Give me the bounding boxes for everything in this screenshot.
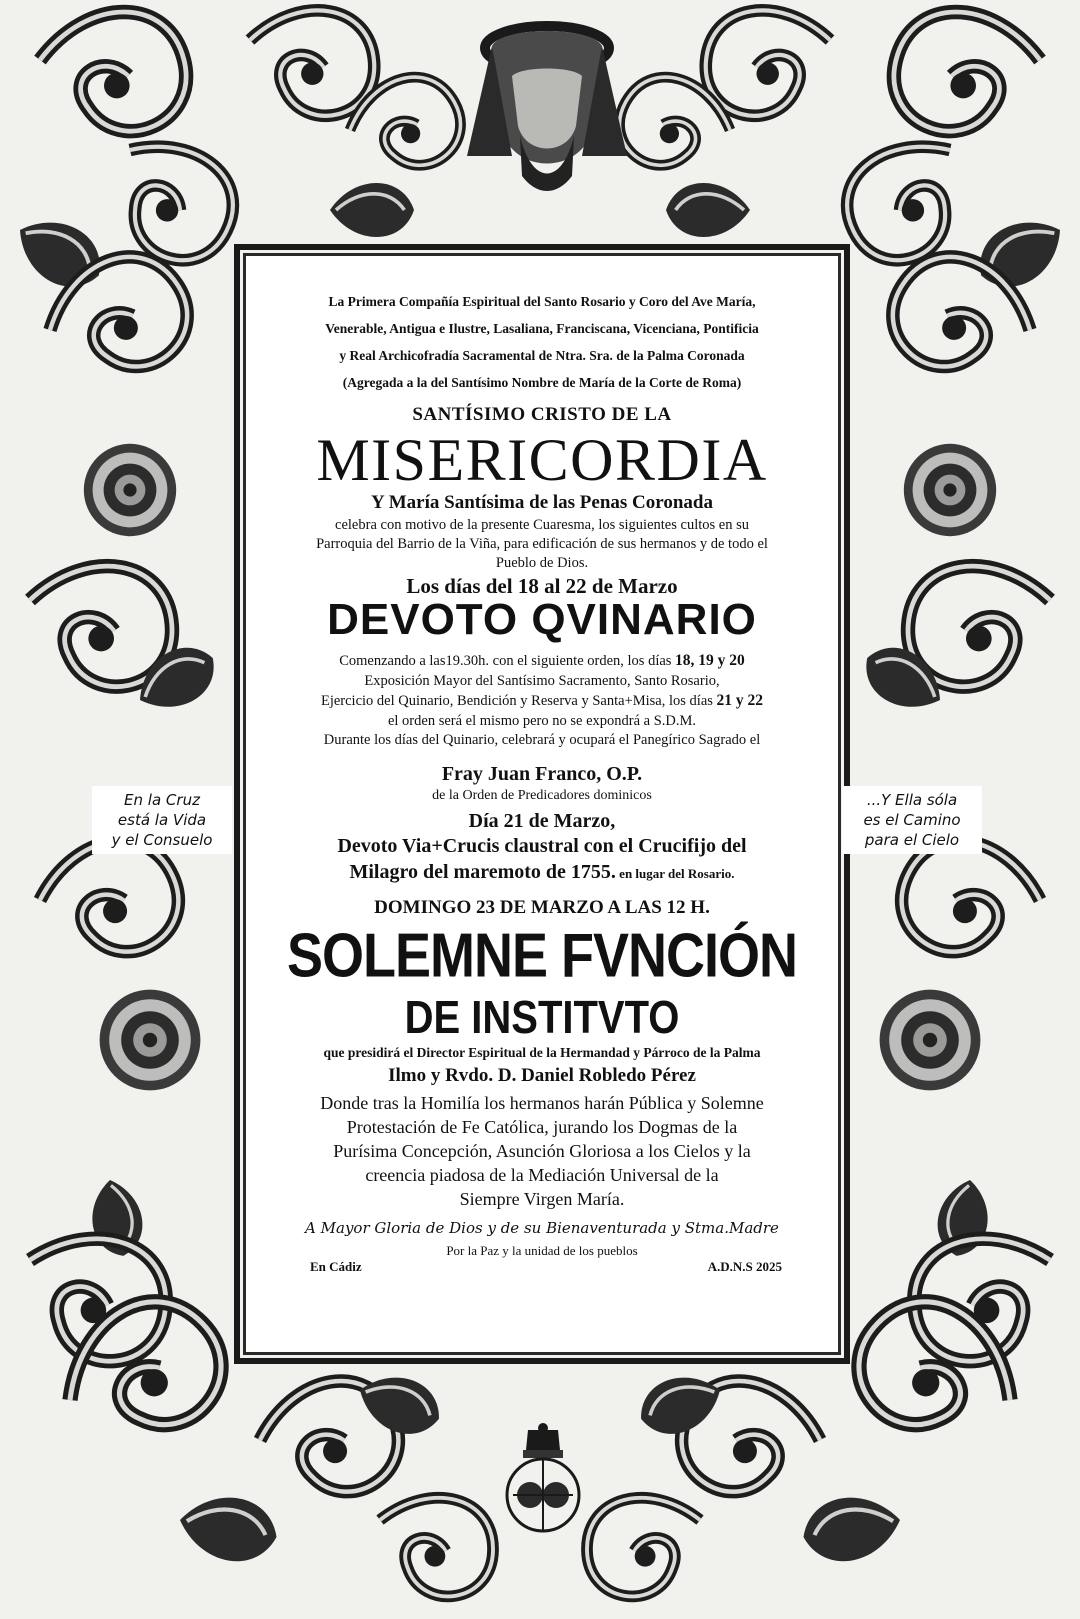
schedule-text: Ejercicio del Quinario, Bendición y Reserva y Santa+Misa, los días: [320, 693, 717, 709]
side-quote-left: [92, 786, 232, 854]
viacrucis-text-main: Milagro del maremoto de 1755.: [349, 860, 616, 883]
celebra-line: celebra con motivo de la presente Cuaresma, los siguientes cultos en su: [335, 517, 749, 533]
schedule-days: 18, 19 y 20: [675, 652, 745, 669]
presider-name: Ilmo y Rvdo. D. Daniel Robledo Pérez: [388, 1064, 696, 1086]
side-quote-line: y el Consuelo: [111, 831, 213, 849]
viacrucis-line: [262, 859, 822, 887]
preacher-name: Fray Juan Franco, O.P.: [441, 762, 643, 785]
viacrucis-text: [262, 833, 822, 887]
preacher-order: de la Orden de Predicadores dominicos: [432, 787, 652, 803]
side-quote-line: está la Vida: [117, 811, 207, 829]
celebra-line: Pueblo de Dios.: [495, 555, 589, 571]
schedule-line: Exposición Mayor del Santísimo Sacramento, Santo Rosario,: [364, 672, 720, 689]
funcion-heading: SOLEMNE FVNCIÓN: [286, 921, 798, 990]
side-quote-line: En la Cruz: [124, 791, 200, 809]
side-quote-line: es el Camino: [863, 811, 961, 829]
footer: [262, 1243, 822, 1283]
side-quote-line: ...Y Ella sóla: [866, 791, 958, 809]
notice-content: [262, 288, 822, 1283]
side-quote-right: [842, 786, 982, 854]
brotherhood-crest-icon: [498, 1420, 588, 1540]
christ-image: [462, 6, 632, 196]
schedule-text: Comenzando a las19.30h. con el siguiente orden, los días: [339, 653, 676, 669]
quinario-schedule: [262, 651, 822, 751]
protestation-line: Purísima Concepción, Asunción Gloriosa a los Cielos y la: [333, 1140, 751, 1161]
funcion-date: DOMINGO 23 DE MARZO A LAS 12 H.: [374, 896, 710, 918]
peace-motto: Por la Paz y la unidad de los pueblos: [446, 1242, 638, 1258]
year-label: A.D.N.S 2025: [707, 1258, 782, 1274]
celebra-line: Parroquia del Barrio de la Viña, para edificación de sus hermanos y de todo el: [316, 536, 768, 552]
schedule-days: 21 y 22: [716, 692, 764, 709]
protestation-line: Donde tras la Homilía los hermanos harán Pública y Solemne: [320, 1092, 764, 1113]
protestation-line: creencia piadosa de la Mediación Universal de la: [365, 1164, 719, 1185]
schedule-line: [262, 651, 822, 672]
schedule-line: el orden será el mismo pero no se expondrá a S.D.M.: [387, 712, 697, 729]
celebra-text: [262, 516, 822, 573]
schedule-line: Durante los días del Quinario, celebrará y ocupará el Panegírico Sagrado el: [323, 732, 761, 748]
protestation-line: Siempre Virgen María.: [459, 1188, 625, 1209]
viacrucis-line: Devoto Via+Crucis claustral con el Crucifijo del: [337, 834, 747, 857]
protestation-line: Protestación de Fe Católica, jurando los Dogmas de la: [346, 1116, 738, 1137]
closing-motto: A Mayor Gloria de Dios y de su Bienaventurada y Stma.Madre: [305, 1218, 779, 1237]
quinario-dates: Los días del 18 al 22 de Marzo: [406, 574, 678, 598]
intro-line: (Agregada a la del Santísimo Nombre de María de la Corte de Roma): [342, 375, 742, 390]
viacrucis-note: en lugar del Rosario.: [615, 865, 735, 881]
presider-intro: que presidirá el Director Espiritual de la Hermandad y Párroco de la Palma: [323, 1044, 761, 1060]
brotherhood-intro: [262, 288, 822, 396]
protestation-text: [262, 1091, 822, 1211]
intro-line: Venerable, Antigua e Ilustre, Lasaliana, Franciscana, Vicenciana, Pontificia: [325, 321, 759, 336]
intro-line: La Primera Compañía Espiritual del Santo Rosario y Coro del Ave María,: [328, 294, 756, 309]
place-label: En Cádiz: [310, 1258, 362, 1274]
title-misericordia: MISERICORDIA: [316, 427, 768, 493]
title-santisimo: SANTÍSIMO CRISTO DE LA: [412, 404, 672, 425]
schedule-line: [262, 691, 822, 712]
quinario-heading: DEVOTO QVINARIO: [327, 595, 757, 644]
viacrucis-date: Día 21 de Marzo,: [468, 809, 616, 832]
funcion-subheading: DE INSTITVTO: [404, 992, 680, 1043]
side-quote-line: para el Cielo: [864, 831, 960, 849]
title-maria: Y María Santísima de las Penas Coronada: [370, 492, 714, 513]
intro-line: y Real Archicofradía Sacramental de Ntra. Sra. de la Palma Coronada: [339, 348, 745, 363]
